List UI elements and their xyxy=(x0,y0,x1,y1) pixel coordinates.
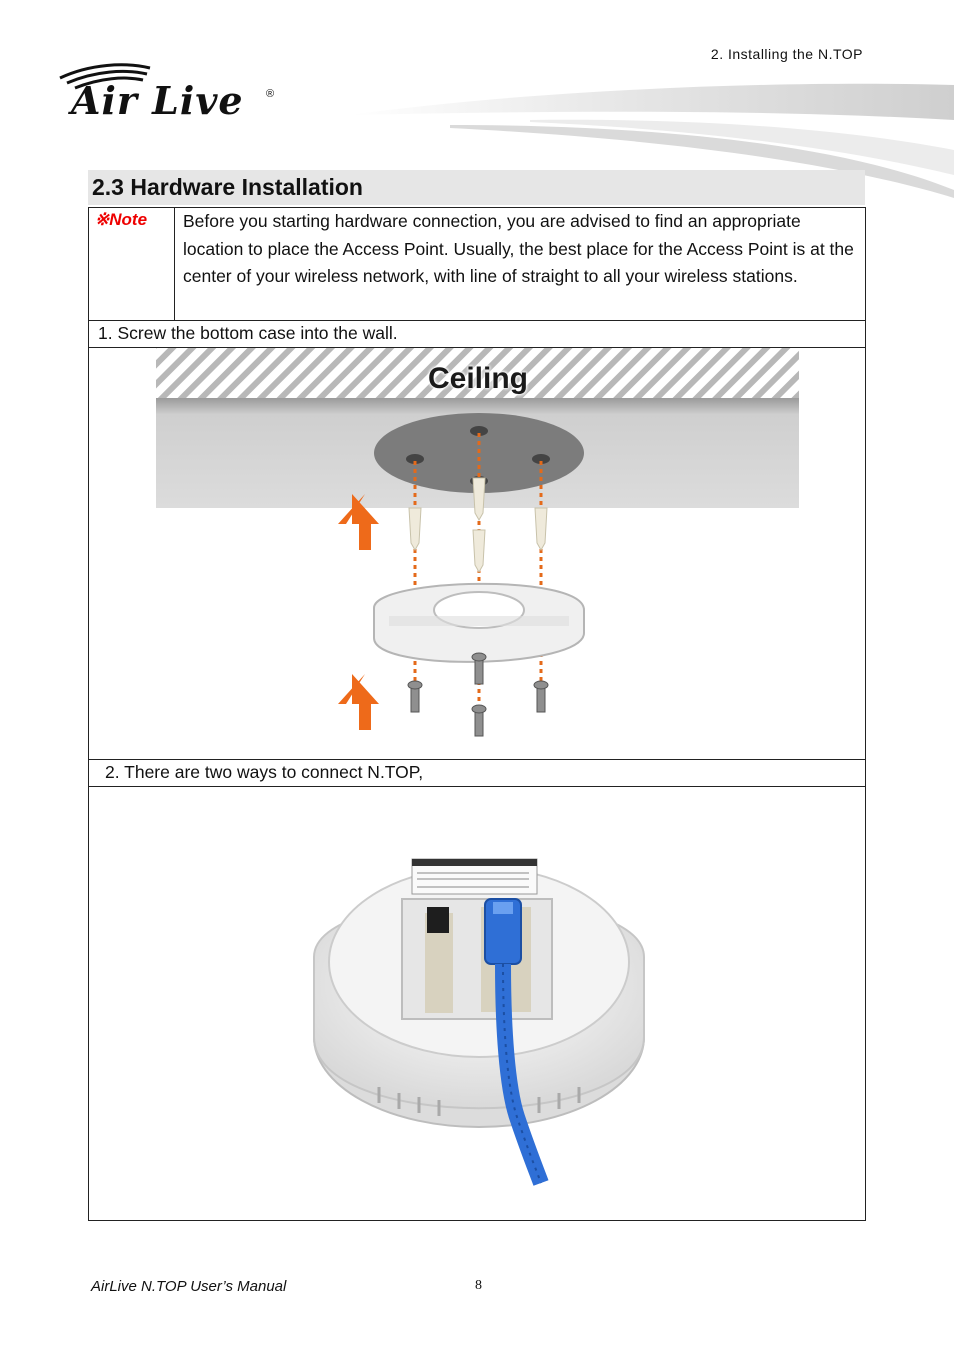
airlive-logo: Air Live xyxy=(71,78,244,123)
ceiling-mount-diagram xyxy=(89,348,865,754)
note-row xyxy=(89,208,866,321)
power-jack xyxy=(427,907,449,933)
footer-page-number: 8 xyxy=(475,1278,482,1293)
figure-row-2 xyxy=(89,787,866,1221)
figure-row-1 xyxy=(89,348,866,760)
mounting-bracket xyxy=(374,584,584,662)
footer-manual-title: AirLive N.TOP User’s Manual xyxy=(91,1278,287,1295)
step-2-text: 2. There are two ways to connect N.TOP, xyxy=(89,760,866,787)
screws xyxy=(408,653,548,736)
step-row xyxy=(89,760,866,787)
device-photo-cell xyxy=(89,787,866,1221)
installation-table xyxy=(88,207,866,1221)
section-title: 2.3 Hardware Installation xyxy=(88,170,865,205)
registered-mark: ® xyxy=(266,88,275,100)
ceiling-mount-figure-cell xyxy=(89,348,866,760)
step-1-text: 1. Screw the bottom case into the wall. xyxy=(89,321,866,348)
running-header: 2. Installing the N.TOP xyxy=(710,46,863,62)
ceiling-label: Ceiling xyxy=(428,362,529,395)
note-label: ※Note xyxy=(89,208,175,321)
up-arrows xyxy=(338,494,379,730)
step-row xyxy=(89,321,866,348)
device-bottom-photo xyxy=(89,787,865,1215)
note-text: Before you starting hardware connection, you are advised to find an appropriate location to place the Access Point. Usually, the best place for the Access Point is at the center of your wireless network, with line of straight to all your wireless stations. xyxy=(175,208,866,321)
